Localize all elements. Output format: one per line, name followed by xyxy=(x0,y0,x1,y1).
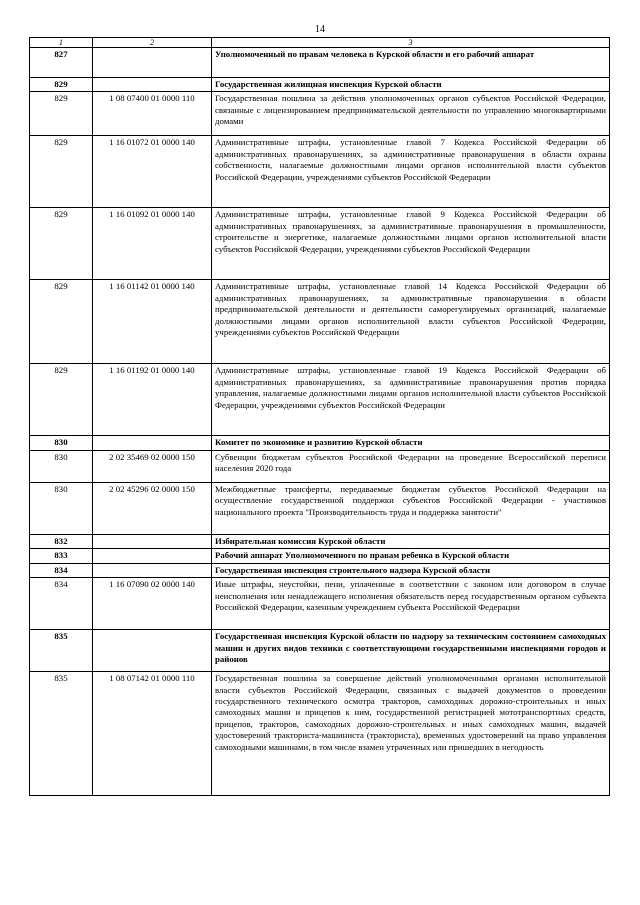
revenue-code-cell: 1 16 01192 01 0000 140 xyxy=(93,364,212,436)
revenue-code-cell xyxy=(93,563,212,577)
description-cell: Административные штрафы, установленные главой 7 Кодекса Российской Федерации об административных правонарушениях, за административные правонарушения в области охраны собственности, налагаемые должностными лицами органов исполнительной власти субъектов Российской Федерации, учреждениями субъектов Российской Федерации xyxy=(212,136,610,208)
revenue-code-cell xyxy=(93,549,212,563)
description-cell: Межбюджетные трансферты, передаваемые бюджетам субъектов Российской Федерации на осуществление государственной поддержки субъектов Российской Федерации - участников национального проекта "Производительность труда и поддержка занятости" xyxy=(212,482,610,534)
admin-code-cell: 829 xyxy=(30,208,93,280)
section-title-cell: Уполномоченный по правам человека в Курской области и его рабочий аппарат xyxy=(212,48,610,78)
table-row xyxy=(30,92,610,136)
section-title-cell: Избирательная комиссия Курской области xyxy=(212,534,610,548)
revenue-table xyxy=(29,37,610,796)
section-row xyxy=(30,534,610,548)
admin-code-cell: 834 xyxy=(30,563,93,577)
revenue-code-cell: 1 16 01072 01 0000 140 xyxy=(93,136,212,208)
header-col-2: 2 xyxy=(93,38,212,48)
admin-code-cell: 829 xyxy=(30,92,93,136)
revenue-code-cell xyxy=(93,48,212,78)
description-cell: Государственная пошлина за действия уполномоченных органов субъектов Российской Федерации, связанные с лицензированием предпринимательской деятельности по управлению многоквартирными домами xyxy=(212,92,610,136)
section-title-cell: Комитет по экономике и развитию Курской области xyxy=(212,436,610,450)
section-title-cell: Рабочий аппарат Уполномоченного по правам ребенка в Курской области xyxy=(212,549,610,563)
table-row xyxy=(30,208,610,280)
admin-code-cell: 835 xyxy=(30,672,93,796)
header-col-3: 3 xyxy=(212,38,610,48)
revenue-code-cell: 1 16 01092 01 0000 140 xyxy=(93,208,212,280)
table-row xyxy=(30,578,610,630)
description-cell: Государственная пошлина за совершение действий уполномоченными органами исполнительной власти субъектов Российской Федерации, связанных с выдачей документов о проведении государственного технического осмотра тракторов, самоходных дорожно-строительных и иных самоходных машин и прицепов к ним, государственной регистрацией мототранспортных средств, прицепов, тракторов, самоходных дорожно-строительных и иных самоходных машин, выдачей удостоверений тракториста-машиниста (тракториста), временных удостоверений на право управления самоходными машинами, в том числе взамен утраченных или пришедших в негодность xyxy=(212,672,610,796)
section-row xyxy=(30,549,610,563)
table-row xyxy=(30,672,610,796)
admin-code-cell: 830 xyxy=(30,450,93,482)
revenue-code-cell xyxy=(93,436,212,450)
table-row xyxy=(30,450,610,482)
revenue-code-cell xyxy=(93,534,212,548)
revenue-code-cell: 1 08 07142 01 0000 110 xyxy=(93,672,212,796)
section-row xyxy=(30,78,610,92)
revenue-code-cell: 2 02 35469 02 0000 150 xyxy=(93,450,212,482)
section-row xyxy=(30,436,610,450)
admin-code-cell: 829 xyxy=(30,78,93,92)
description-cell: Субвенции бюджетам субъектов Российской Федерации на проведение Всероссийской переписи населения 2020 года xyxy=(212,450,610,482)
section-row xyxy=(30,630,610,672)
section-row xyxy=(30,48,610,78)
section-row xyxy=(30,563,610,577)
admin-code-cell: 829 xyxy=(30,364,93,436)
admin-code-cell: 832 xyxy=(30,534,93,548)
description-cell: Административные штрафы, установленные главой 19 Кодекса Российской Федерации об административных правонарушениях, за административные правонарушения против порядка управления, налагаемые должностными лицами органов исполнительной власти субъектов Российской Федерации, учреждениями субъектов Российской Федерации xyxy=(212,364,610,436)
description-cell: Иные штрафы, неустойки, пени, уплаченные в соответствии с законом или договором в случае неисполнения или ненадлежащего исполнения обязательств перед государственным органом субъекта Российской Федерации, казенным учреждением субъекта Российской Федерации xyxy=(212,578,610,630)
revenue-code-cell: 1 16 01142 01 0000 140 xyxy=(93,280,212,364)
admin-code-cell: 834 xyxy=(30,578,93,630)
table-row xyxy=(30,280,610,364)
admin-code-cell: 830 xyxy=(30,436,93,450)
table-row xyxy=(30,364,610,436)
description-cell: Административные штрафы, установленные главой 9 Кодекса Российской Федерации об административных правонарушениях, за административные правонарушения в промышленности, строительстве и энергетике, налагаемые должностными лицами органов исполнительной власти субъектов Российской Федерации, учреждениями субъектов Российской Федерации xyxy=(212,208,610,280)
revenue-code-cell: 1 08 07400 01 0000 110 xyxy=(93,92,212,136)
admin-code-cell: 829 xyxy=(30,136,93,208)
revenue-code-cell: 1 16 07090 02 0000 140 xyxy=(93,578,212,630)
admin-code-cell: 835 xyxy=(30,630,93,672)
table-row xyxy=(30,136,610,208)
section-title-cell: Государственная инспекция строительного надзора Курской области xyxy=(212,563,610,577)
header-row xyxy=(30,38,610,48)
revenue-code-cell xyxy=(93,78,212,92)
admin-code-cell: 833 xyxy=(30,549,93,563)
description-cell: Административные штрафы, установленные главой 14 Кодекса Российской Федерации об административных правонарушениях, за административные правонарушения в области предпринимательской деятельности и деятельности саморегулируемых организаций, налагаемые должностными лицами органов исполнительной власти субъектов Российской Федерации, учреждениями субъектов Российской Федерации xyxy=(212,280,610,364)
admin-code-cell: 830 xyxy=(30,482,93,534)
section-title-cell: Государственная жилищная инспекция Курской области xyxy=(212,78,610,92)
admin-code-cell: 827 xyxy=(30,48,93,78)
table-row xyxy=(30,482,610,534)
revenue-code-cell: 2 02 45296 02 0000 150 xyxy=(93,482,212,534)
revenue-code-cell xyxy=(93,630,212,672)
header-col-1: 1 xyxy=(30,38,93,48)
section-title-cell: Государственная инспекция Курской области по надзору за техническим состоянием самоходных машин и других видов техники с соответствующими государственными инспекциями городов и районов xyxy=(212,630,610,672)
page-number: 14 xyxy=(315,24,325,35)
admin-code-cell: 829 xyxy=(30,280,93,364)
